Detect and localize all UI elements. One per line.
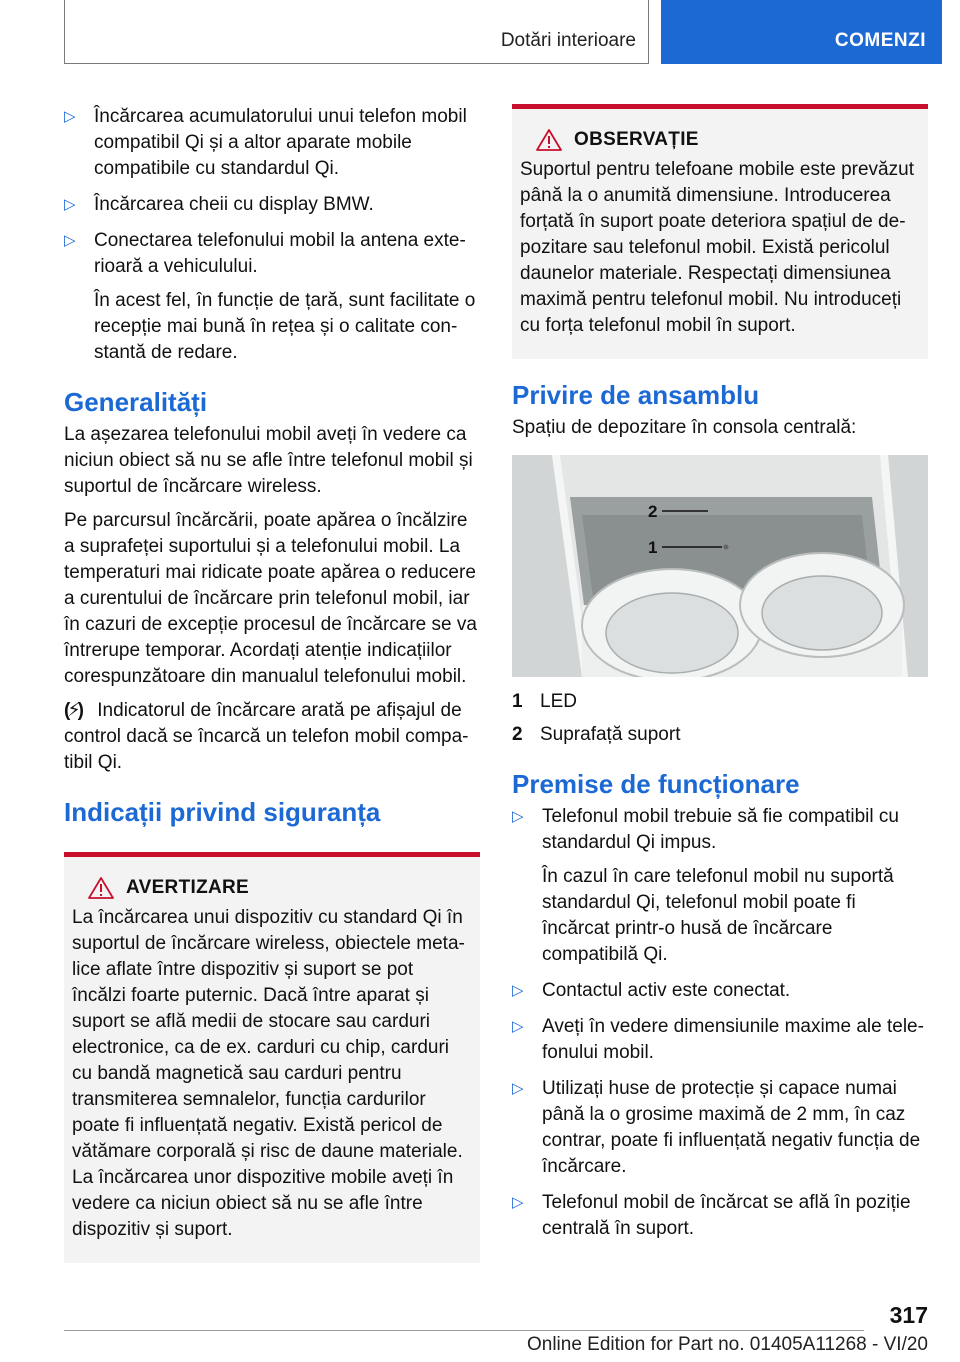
heading-general: Generalități bbox=[64, 387, 208, 417]
premises-list bbox=[512, 804, 928, 1242]
legend-item: 1 LED bbox=[512, 691, 577, 712]
wireless-charging-icon: (⚡) bbox=[64, 700, 81, 721]
list-item: ▷ Încărcarea acumulatorului unui telefon mobil compatibil Qi și a altor aparate mobile compatibile cu standardul Qi. bbox=[64, 106, 467, 179]
list-item: ▷ Conectarea telefonului mobil la antena exterioară a vehiculului. În acest fel, în funcție de țară, sunt facilitate o recepție mai bună în rețea și o calitate constantă de redare. bbox=[64, 230, 476, 363]
heading-safety: Indicații privind siguranța bbox=[64, 797, 381, 827]
footer-divider bbox=[64, 1330, 864, 1331]
observation-label: OBSERVAȚIE bbox=[574, 129, 699, 150]
list-item: ▷ Telefonul mobil trebuie să fie compatibil cu standardul Qi impus. În cazul în care telefonul mobil nu suportă standardul Qi, telefonul mobil poate fi încărcat printr-o husă de încărcare compatibilă Qi. bbox=[512, 806, 899, 965]
triangle-right-icon: ▷ bbox=[512, 982, 524, 999]
warning-triangle-icon bbox=[536, 129, 562, 151]
legend-item: 2 Suprafață suport bbox=[512, 724, 681, 745]
warning-box bbox=[64, 852, 480, 1263]
right-column bbox=[512, 104, 928, 1252]
header-section-title: Dotări interioare bbox=[500, 30, 636, 51]
triangle-right-icon: ▷ bbox=[512, 1018, 524, 1035]
list-item: ▷ Contactul activ este conectat. bbox=[512, 978, 928, 1004]
list-item: ▷ Utilizați huse de protecție și capace numai până la o grosime maximă de 2 mm, în caz contrar, poate fi influențată negativ funcția de încărcare. bbox=[512, 1078, 921, 1177]
triangle-right-icon: ▷ bbox=[64, 108, 76, 125]
general-paragraph-1: La așezarea telefonului mobil aveți în vedere ca niciun obiect să nu se afle între telefonul mobil și suportul de încărcare wireless. bbox=[64, 424, 473, 497]
triangle-right-icon: ▷ bbox=[64, 232, 76, 249]
triangle-right-icon: ▷ bbox=[512, 1194, 524, 1211]
header-chapter-title: COMENZI bbox=[834, 30, 926, 51]
heading-overview: Privire de ansamblu bbox=[512, 380, 760, 410]
list-item: ▷ Telefonul mobil de încărcat se află în poziție centrală în suport. bbox=[512, 1192, 911, 1239]
heading-premises: Premise de funcționare bbox=[512, 769, 800, 799]
left-column bbox=[64, 104, 480, 1263]
warning-text: La încărcarea unui dispozitiv cu standard Qi în suportul de încărcare wireless, obiectele metalice aflate între dispozitiv și suport se pot încălzi foarte puternic. Dacă între aparat și suport se află medii de stocare sau carduri electronice, ca de ex. carduri cu chip, carduri cu bandă magnetică sau carduri pentru transmiterea semnalelor, funcția cardurilor poate fi influențată negativ. Există pericol de vătămare corporală și risc de daune materiale. La încărcarea unor dispozitive mobile aveți în vedere ca niciun obiect să nu se afle între dispozitiv și suport. bbox=[72, 907, 465, 1240]
overview-text: Spațiu de depozitare în consola centrală: bbox=[512, 417, 857, 438]
list-item: ▷ Aveți în vedere dimensiunile maxime ale telefonului mobil. bbox=[512, 1016, 924, 1063]
header-section-box bbox=[64, 0, 649, 64]
warning-label: AVERTIZARE bbox=[126, 877, 249, 898]
callout-2: 2 bbox=[648, 502, 658, 521]
console-illustration bbox=[512, 455, 928, 677]
triangle-right-icon: ▷ bbox=[512, 1080, 524, 1097]
footer-edition: Online Edition for Part no. 01405A11268 - VI/20 bbox=[526, 1334, 928, 1355]
observation-text: Suportul pentru telefoane mobile este prevăzut până la o anumită dimensiune. Introducerea forțată în suport poate deteriora spațiul de depozitare sau telefonul mobil. Există pericolul daunelor materiale. Respectați dimensiunea maximă pentru telefonul mobil. Nu introduceți cu forța telefonul mobil în suport. bbox=[520, 159, 914, 336]
callout-1: 1 bbox=[648, 538, 658, 557]
console-storage-photo bbox=[512, 455, 928, 677]
triangle-right-icon: ▷ bbox=[512, 808, 524, 825]
triangle-right-icon: ▷ bbox=[64, 196, 76, 213]
list-item: ▷ Încărcarea cheii cu display BMW. bbox=[64, 192, 480, 218]
general-paragraph-3: (⚡) Indicatorul de încărcare arată pe afișajul de control dacă se încarcă un telefon mobil compatibil Qi. bbox=[64, 700, 469, 773]
warning-triangle-icon bbox=[88, 877, 114, 899]
header-chapter-tab bbox=[661, 0, 942, 64]
feature-list bbox=[64, 104, 480, 366]
observation-box bbox=[512, 104, 928, 359]
general-paragraph-2: Pe parcursul încărcării, poate apărea o încălzire a suprafeței suportului și a telefonului mobil. La temperaturi mai ridicate poate apărea o reducere a curentului de încărcare prin telefonul mobil, iar în cazuri de excepție procesul de încărcare se va întrerupe temporar. Acordați atenție indicațiilor corespunzătoare din manualul telefonului mobil. bbox=[64, 510, 477, 687]
page-number: 317 bbox=[889, 1302, 928, 1328]
